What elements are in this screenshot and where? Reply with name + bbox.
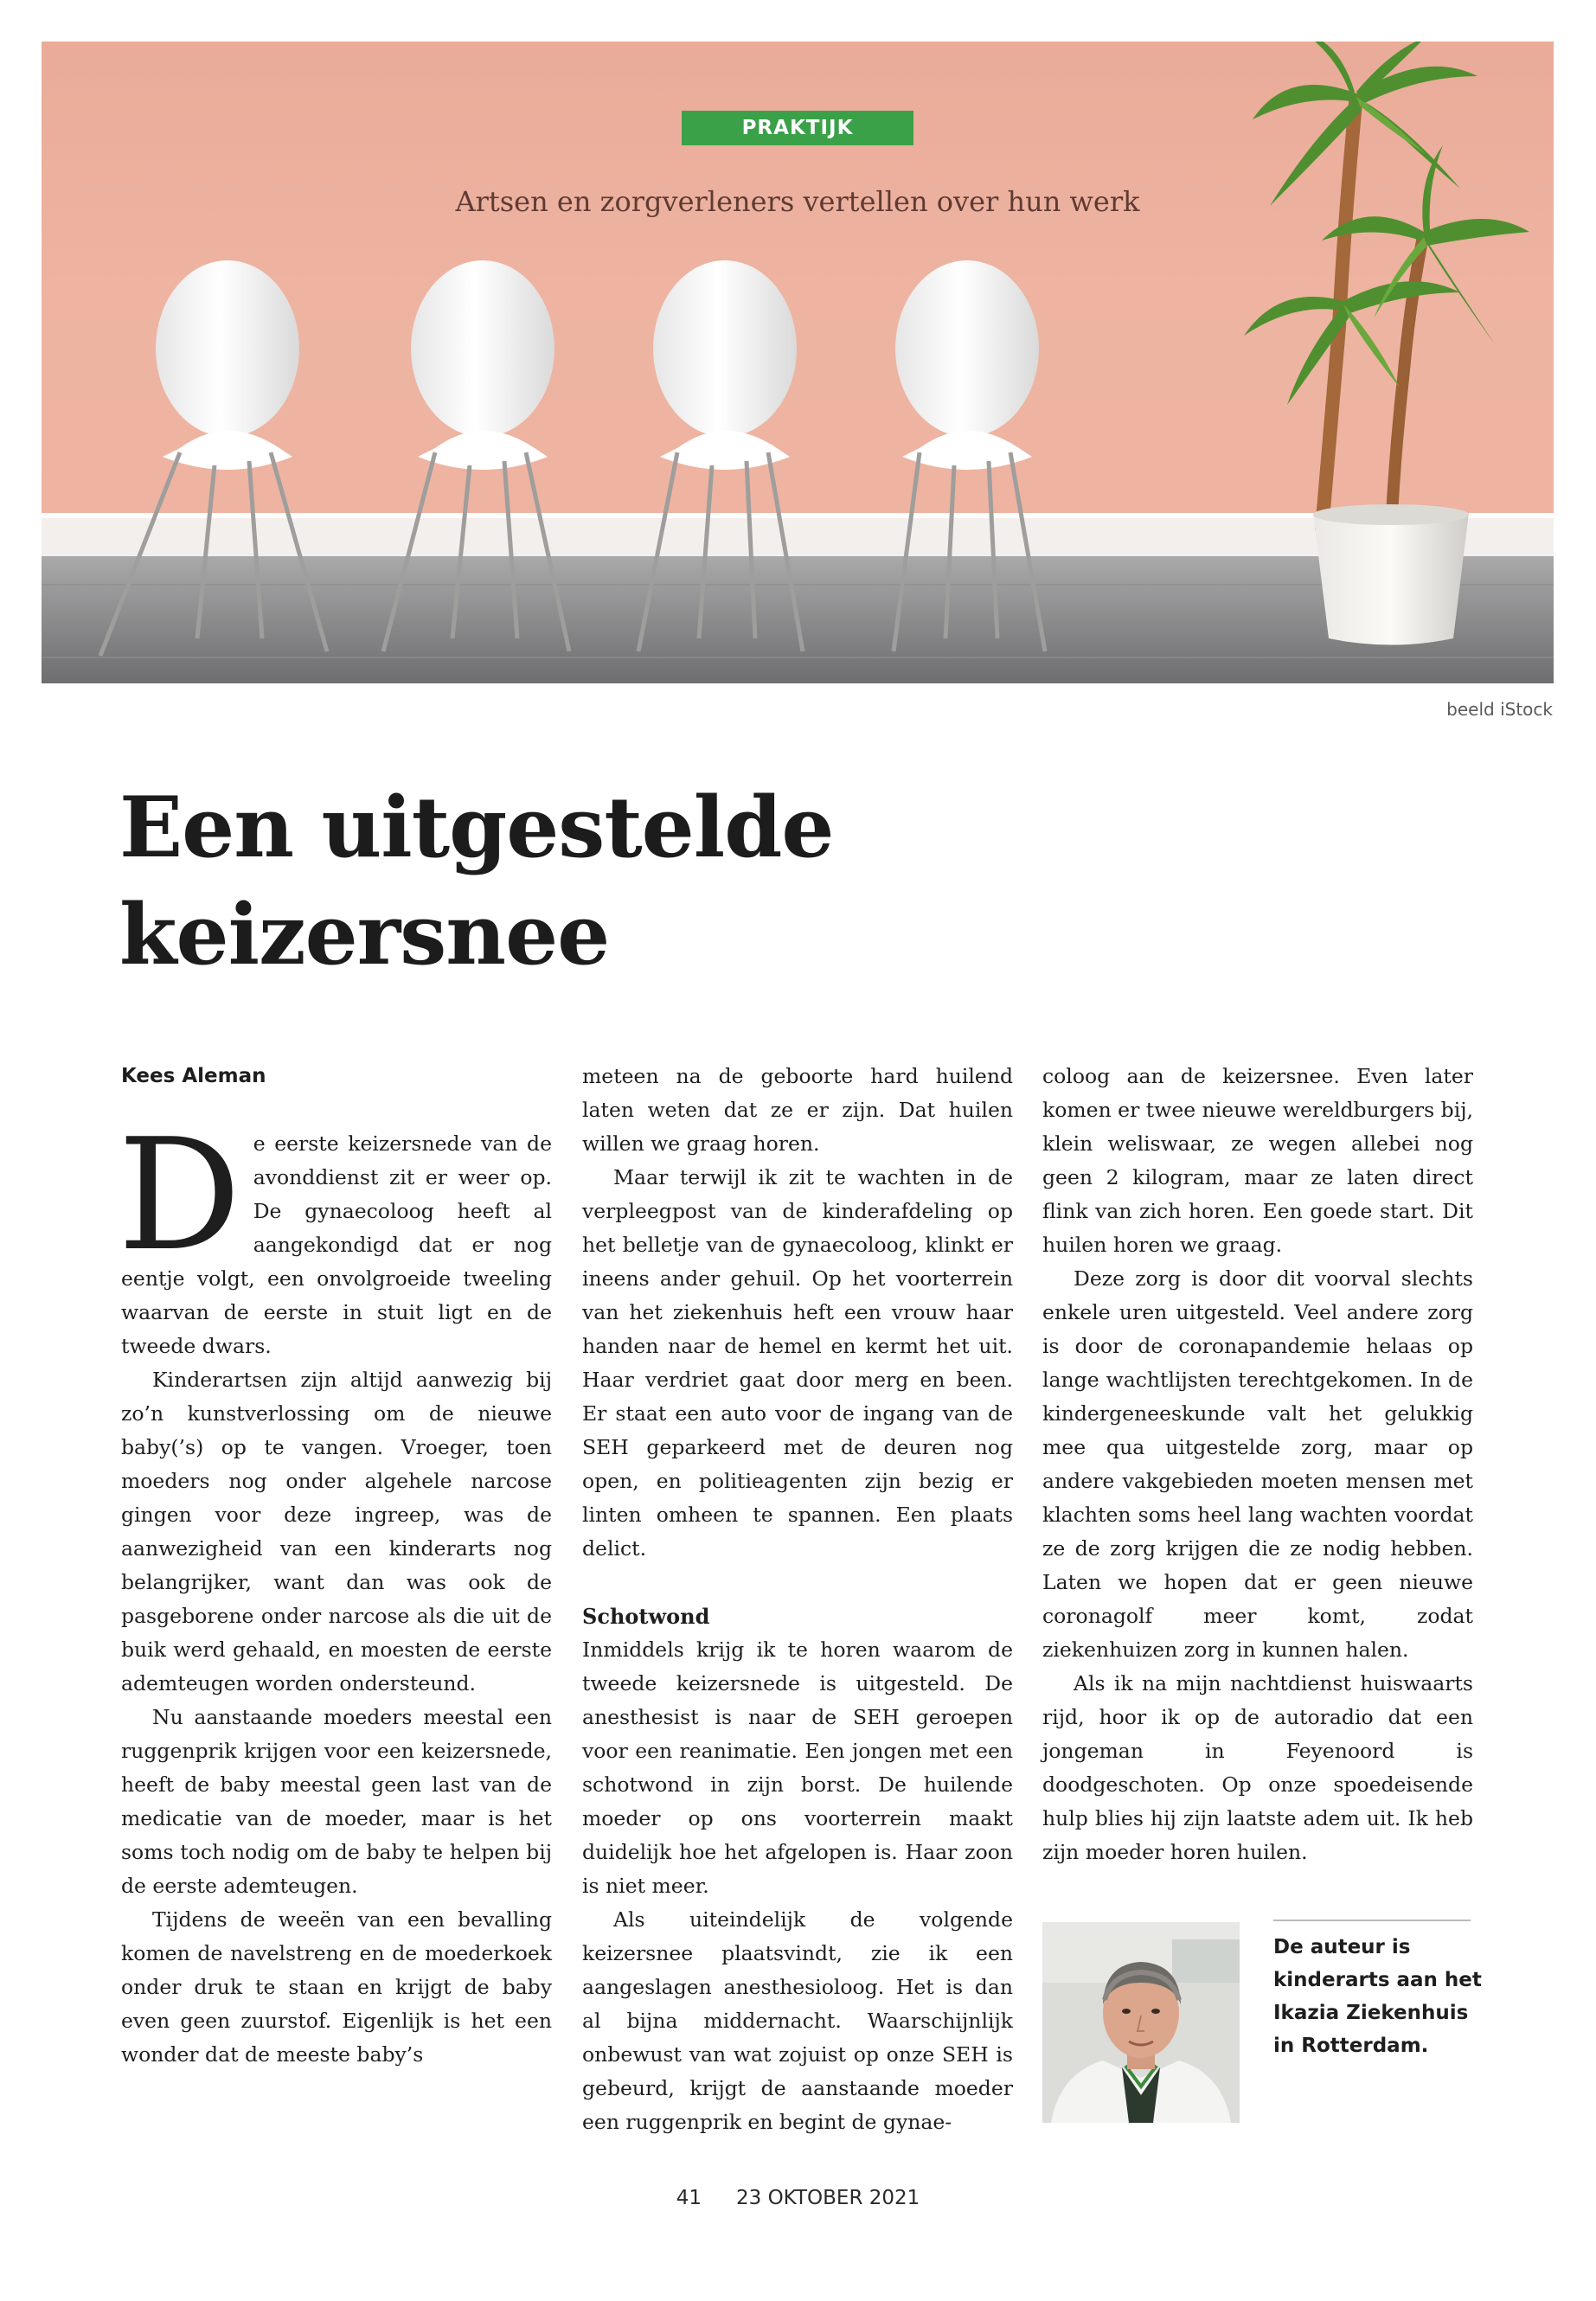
paragraph-text: e eerste keizersnede van de avonddienst zit er weer op. De gynaecoloog heeft al aangekondigd dat er nog eentje volgt, een onvolgroeide tweeling waarvan de eerste in stuit ligt en de tweede dwars. xyxy=(121,1131,552,1358)
author-note-line: Ikazia Ziekenhuis xyxy=(1273,2002,1469,2024)
author-divider xyxy=(1273,1920,1471,1921)
page-footer xyxy=(0,2187,1596,2209)
author-portrait xyxy=(1042,1922,1240,2123)
column-2 xyxy=(582,1060,1013,2139)
paragraph: Kinderartsen zijn altijd aanwezig bij zo’n kunstverlossing om de nieuwe baby(’s) op te vangen. Vroeger, toen moeders nog onder algehele narcose gingen voor deze ingreep, was de aanwezigheid van een kinderarts nog belangrijker, want dan was ook de pasgeborene onder narcose als die uit de buik werd gehaald, en moesten de eerste ademteugen worden ondersteund. xyxy=(121,1368,552,1695)
article-headline xyxy=(119,774,1157,989)
drop-cap: D xyxy=(118,1106,241,1285)
paragraph: Deze zorg is door dit voorval slechts enkele uren uitgesteld. Veel andere zorg is door de coronapandemie helaas op lange wachtlijsten terechtgekomen. In de kindergeneeskunde valt het gelukkig mee qua uitgestelde zorg, maar op andere vakgebieden moeten mensen met klachten soms heel lang wachten voordat ze de zorg krijgen die ze nodig hebben. Laten we hopen dat er geen nieuwe coronagolf meer komt, zodat ziekenhuizen zorg in kunnen halen. xyxy=(1042,1266,1473,1662)
author-photo xyxy=(1042,1922,1240,2123)
paragraph xyxy=(118,1106,552,1363)
image-credit: beeld iStock xyxy=(1446,699,1553,720)
headline-line-1: Een uitgestelde xyxy=(119,779,834,876)
paragraph: Maar terwijl ik zit te wachten in de verpleegpost van de kinderafdeling op het belletje van de gynaecoloog, klinkt er ineens ander gehuil. Op het voorterrein van het ziekenhuis heft een vrouw haar handen naar de hemel en kermt het uit. Haar verdriet gaat door merg en been. Er staat een auto voor de ingang van de SEH geparkeerd met de deuren nog open, en politieagenten zijn bezig er linten omheen te spannen. Een plaats delict. xyxy=(582,1165,1013,1561)
subheading: Schotwond xyxy=(582,1604,710,1629)
author-note-line: De auteur is xyxy=(1273,1936,1411,1958)
column-3 xyxy=(1042,1060,1473,1869)
author-note-line: in Rotterdam. xyxy=(1273,2035,1429,2057)
paragraph: Tijdens de weeën van een bevalling komen de navelstreng en de moederkoek onder druk te staan en krijgt de baby even geen zuurstof. Eigenlijk is het een wonder dat de meeste baby’s xyxy=(121,1907,552,2067)
byline: Kees Aleman xyxy=(121,1065,266,1087)
author-note xyxy=(1273,1931,1490,2062)
column-1 xyxy=(118,1060,552,2072)
section-kicker: PRAKTIJK xyxy=(741,117,854,139)
hero-image xyxy=(42,42,1554,683)
paragraph: meteen na de geboorte hard huilend laten weten dat ze er zijn. Dat huilen willen we graag horen. xyxy=(582,1064,1013,1156)
paragraph: coloog aan de keizersnee. Even later komen er twee nieuwe wereldburgers bij, klein weliswaar, ze wegen allebei nog geen 2 kilogram, maar ze laten direct flink van zich horen. Een goede start. Dit huilen horen we graag. xyxy=(1042,1064,1473,1257)
paragraph: Inmiddels krijg ik te horen waarom de tweede keizersnede is uitgesteld. De anesthesist is naar de SEH geroepen voor een reanimatie. Een jongen met een schotwond in zijn borst. De huilende moeder op ons voorterrein maakt duidelijk hoe het afgelopen is. Haar zoon is niet meer. xyxy=(582,1638,1013,1898)
paragraph: Als uiteindelijk de volgende keizersnee plaatsvindt, zie ik een aangeslagen anesthesioloog. Het is dan al bijna middernacht. Waarschijnlijk onbewust van wat zojuist op onze SEH is gebeurd, krijgt de aanstaande moeder een ruggenprik en begint de gynae- xyxy=(582,1907,1013,2134)
headline-line-2: keizersnee xyxy=(119,886,610,984)
paragraph: Als ik na mijn nachtdienst huiswaarts rijd, hoor ik op de autoradio dat een jongeman in Feyenoord is doodgeschoten. Op onze spoedeisende hulp blies hij zijn laatste adem uit. Ik heb zijn moeder horen huilen. xyxy=(1042,1671,1473,1864)
author-note-line: kinderarts aan het xyxy=(1273,1969,1482,1991)
paragraph: Nu aanstaande moeders meestal een ruggenprik krijgen voor een keizersnede, heeft de baby meestal geen last van de medicatie van de moeder, maar is het soms toch nodig om de baby te helpen bij de eerste ademteugen. xyxy=(121,1705,552,1898)
page-number: 41 xyxy=(676,2187,702,2209)
issue-date: 23 OKTOBER 2021 xyxy=(736,2187,920,2209)
section-subtitle: Artsen en zorgverleners vertellen over hun werk xyxy=(455,185,1140,218)
